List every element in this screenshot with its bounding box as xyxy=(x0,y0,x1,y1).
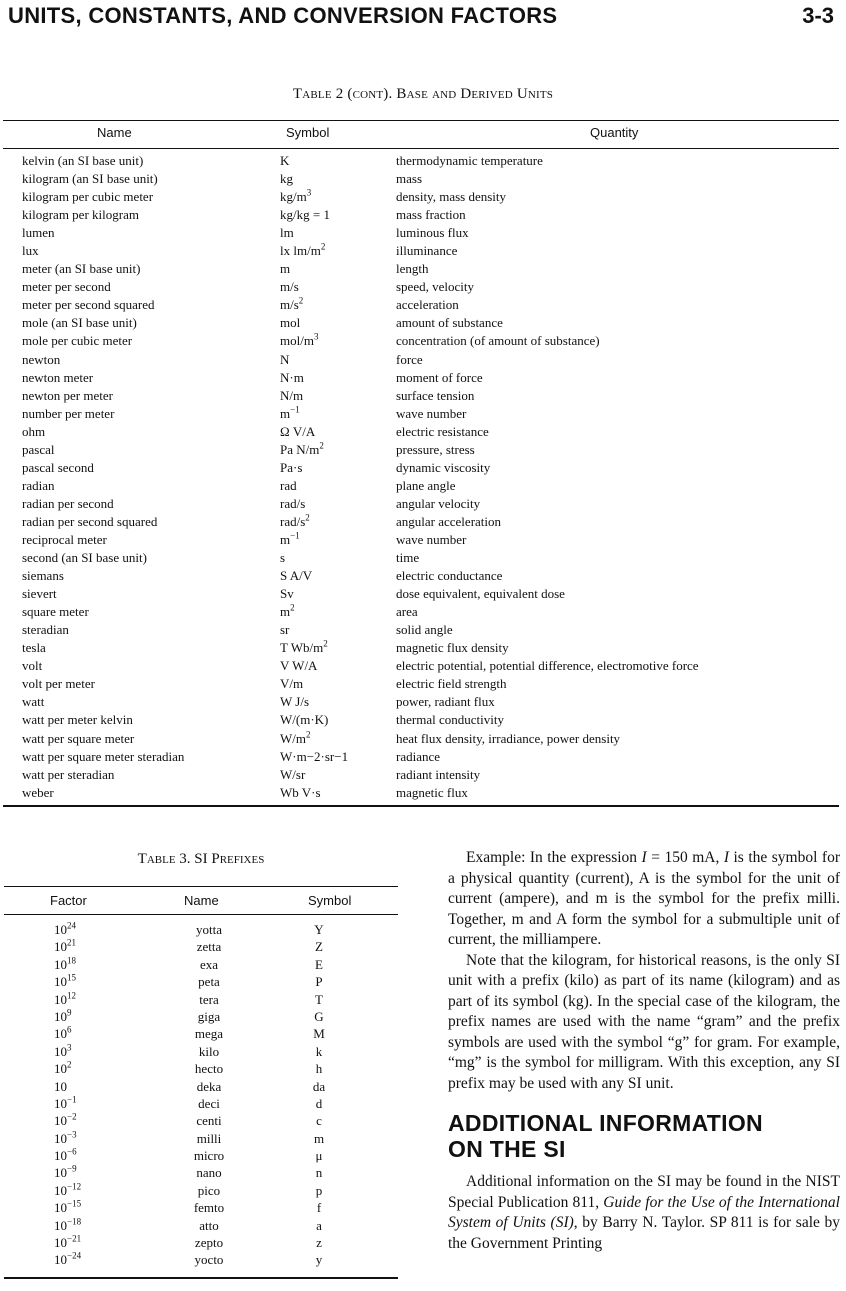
section-heading: ADDITIONAL INFORMATION ON THE SI xyxy=(448,1110,763,1162)
unit-quantity: mass fraction xyxy=(396,207,466,223)
unit-symbol: $kg/m^3$ xyxy=(280,187,312,205)
prefix-symbol: d xyxy=(315,1095,323,1111)
table-row xyxy=(22,639,822,657)
table-row xyxy=(22,675,822,693)
table3-title: Table 3. SI Prefixes xyxy=(137,851,265,867)
unit-symbol: W/sr xyxy=(280,766,306,782)
table-row xyxy=(4,1147,398,1164)
prefix-factor: $10^{12}$ xyxy=(54,990,76,1007)
unit-quantity: dose equivalent, equivalent dose xyxy=(396,586,565,602)
table2-body xyxy=(22,152,822,802)
table3-body xyxy=(4,921,398,1269)
unit-quantity: radiance xyxy=(396,748,441,764)
prefix-name: exa xyxy=(199,956,219,972)
table3-header-symbol: Symbol xyxy=(308,893,352,908)
unit-symbol: $m/s^2$ xyxy=(280,296,304,313)
unit-name: watt per meter kelvin xyxy=(22,712,133,728)
table-row xyxy=(22,603,822,621)
prefix-factor: $10^{-15}$ xyxy=(54,1198,82,1216)
table-row xyxy=(4,1251,398,1268)
table-row xyxy=(22,351,822,369)
table-row xyxy=(22,441,822,459)
prefix-name: hecto xyxy=(194,1061,224,1077)
table-row xyxy=(22,549,822,567)
unit-symbol: K xyxy=(280,153,290,168)
prefix-name: micro xyxy=(193,1148,225,1164)
table-row xyxy=(4,973,398,990)
table-row xyxy=(22,784,822,802)
body-text-column xyxy=(448,848,840,1254)
prefix-symbol: M xyxy=(313,1026,325,1042)
table-row xyxy=(22,387,822,405)
prefix-name: giga xyxy=(197,1008,221,1024)
table2-bottom-rule xyxy=(3,805,839,807)
prefix-factor: $10^6$ xyxy=(54,1025,72,1042)
unit-quantity: angular velocity xyxy=(396,495,481,511)
prefix-name: milli xyxy=(196,1130,222,1146)
unit-symbol: N/m xyxy=(280,387,304,403)
unit-name: newton per meter xyxy=(22,387,113,403)
unit-quantity: thermodynamic temperature xyxy=(396,153,543,168)
prefix-symbol: z xyxy=(316,1235,322,1251)
table-row xyxy=(22,206,822,224)
unit-symbol: mol xyxy=(280,315,301,331)
prefix-factor: $10^{-1}$ xyxy=(54,1094,77,1111)
unit-symbol: Ω V/A xyxy=(280,423,316,439)
prefix-name: deci xyxy=(198,1095,220,1111)
prefix-name: tera xyxy=(199,991,219,1007)
unit-symbol: W·m−2·sr−1 xyxy=(280,748,349,764)
prefix-name: zepto xyxy=(194,1235,224,1251)
unit-symbol: V/m xyxy=(280,676,304,692)
table-row xyxy=(4,1217,398,1234)
prefix-name: centi xyxy=(196,1113,222,1129)
unit-name: newton meter xyxy=(22,369,94,385)
prefix-name: pico xyxy=(197,1182,221,1198)
unit-symbol: mol/$m^3$ xyxy=(280,332,319,349)
prefix-name: yotta xyxy=(196,922,222,937)
unit-quantity: illuminance xyxy=(396,243,458,259)
unit-quantity: magnetic flux density xyxy=(396,640,509,656)
prefix-name: deka xyxy=(196,1078,222,1094)
prefix-factor: $10^{-21}$ xyxy=(54,1233,82,1251)
unit-quantity: length xyxy=(396,261,429,277)
unit-quantity: pressure, stress xyxy=(396,441,475,457)
prefix-factor: $10^{-2}$ xyxy=(54,1111,77,1129)
unit-symbol: Pa $N/m^2$ xyxy=(280,440,324,457)
prefix-symbol: a xyxy=(316,1217,322,1233)
unit-name: mole (an SI base unit) xyxy=(22,315,137,331)
kilogram-note-paragraph: Note that the kilogram, for historical reasons, is the only SI unit with a prefix (kilo) as part of its name (kilogram) and as part of its symbol (kg). In the special case of the kilogram, the prefix names are used with the name “gram” and the prefix symbols are used with the symbol “g” for gram. For example, “mg” is the symbol for milligram. With this exception, any SI prefix may be used with any SI unit. xyxy=(448,951,840,1092)
running-header-title: UNITS, CONSTANTS, AND CONVERSION FACTORS xyxy=(8,3,558,28)
prefix-factor: $10^2$ xyxy=(54,1059,72,1077)
table-row xyxy=(22,657,822,675)
table-row xyxy=(22,585,822,603)
unit-symbol: $m^{-1}$ xyxy=(280,404,300,421)
unit-name: steradian xyxy=(22,622,69,638)
table2-header-quantity: Quantity xyxy=(590,125,639,140)
prefix-symbol: h xyxy=(315,1061,323,1077)
unit-name: kilogram per kilogram xyxy=(22,207,139,223)
table-row xyxy=(4,1130,398,1147)
prefix-name: nano xyxy=(196,1165,222,1181)
unit-name: watt per square meter steradian xyxy=(22,748,185,764)
prefix-factor: $10^{24}$ xyxy=(54,920,76,937)
unit-quantity: plane angle xyxy=(396,477,456,493)
additional-info-paragraph: Additional information on the SI may be found in the NIST Special Publication 811, Guide for the Use of the International System of Units (SI), by Barry N. Taylor. SP 811 is for sale by the Government Printing xyxy=(448,1173,841,1252)
prefix-symbol: k xyxy=(315,1043,323,1059)
unit-name: kilogram per cubic meter xyxy=(22,189,154,205)
page-number: 3-3 xyxy=(802,3,834,28)
table-row xyxy=(22,711,822,729)
table3-top-rule xyxy=(4,886,398,887)
unit-quantity: time xyxy=(396,550,420,566)
unit-symbol: m/s xyxy=(280,279,299,295)
table-row xyxy=(22,513,822,531)
table-row xyxy=(22,224,822,242)
unit-quantity: area xyxy=(396,604,418,620)
unit-name: newton xyxy=(22,351,61,367)
unit-quantity: magnetic flux xyxy=(396,784,468,800)
unit-name: mole per cubic meter xyxy=(22,333,133,349)
prefix-symbol: P xyxy=(315,974,323,990)
unit-quantity: speed, velocity xyxy=(396,279,474,295)
prefix-name: kilo xyxy=(198,1043,220,1059)
prefix-factor: $10^{-9}$ xyxy=(54,1164,77,1181)
prefix-symbol: f xyxy=(316,1200,322,1216)
unit-quantity: electric conductance xyxy=(396,568,503,584)
prefix-symbol: E xyxy=(315,956,323,972)
table-row xyxy=(22,152,822,170)
table-row xyxy=(22,296,822,314)
unit-name: second (an SI base unit) xyxy=(22,550,147,566)
unit-quantity: electric resistance xyxy=(396,423,489,439)
table-row xyxy=(22,531,822,549)
table-row xyxy=(22,242,822,260)
prefix-symbol: p xyxy=(315,1182,323,1198)
unit-quantity: amount of substance xyxy=(396,315,503,331)
unit-quantity: acceleration xyxy=(396,297,459,313)
unit-symbol: rad xyxy=(280,477,297,493)
unit-name: sievert xyxy=(22,586,57,602)
prefix-name: yocto xyxy=(194,1252,224,1268)
unit-symbol: rad/s xyxy=(280,495,306,511)
unit-name: weber xyxy=(22,784,54,800)
table-row xyxy=(4,1182,398,1199)
unit-name: reciprocal meter xyxy=(22,531,107,547)
table2-title: Table 2 (cont). Base and Derived Units xyxy=(292,86,554,102)
unit-symbol: W/(m·K) xyxy=(280,712,329,728)
table-row xyxy=(4,938,398,955)
unit-name: square meter xyxy=(22,604,89,620)
unit-quantity: electric field strength xyxy=(396,676,507,692)
table-row xyxy=(22,495,822,513)
prefix-factor: $10^{-12}$ xyxy=(54,1181,82,1198)
unit-name: radian per second squared xyxy=(22,513,158,529)
table-row xyxy=(22,369,822,387)
prefix-factor: $10^{-18}$ xyxy=(54,1216,82,1233)
unit-name: number per meter xyxy=(22,405,115,421)
prefix-symbol: m xyxy=(313,1130,325,1146)
unit-quantity: surface tension xyxy=(396,387,475,403)
unit-quantity: solid angle xyxy=(396,622,453,638)
unit-symbol: lx $lm/m^2$ xyxy=(280,241,326,259)
prefix-symbol: n xyxy=(315,1165,323,1181)
unit-name: meter per second xyxy=(22,279,111,295)
table-row xyxy=(4,1234,398,1251)
unit-name: radian per second xyxy=(22,495,114,511)
table2-top-rule xyxy=(3,120,839,121)
table-row xyxy=(22,693,822,711)
unit-quantity: electric potential, potential difference, electromotive force xyxy=(396,658,699,674)
table-row xyxy=(22,170,822,188)
table-row xyxy=(22,567,822,585)
unit-name: kilogram (an SI base unit) xyxy=(22,171,158,187)
prefix-name: mega xyxy=(194,1026,224,1042)
table3-header-factor: Factor xyxy=(50,893,87,908)
prefix-factor: $10^{18}$ xyxy=(54,955,76,972)
prefix-name: atto xyxy=(199,1217,219,1233)
table-row xyxy=(4,1008,398,1025)
unit-quantity: force xyxy=(396,351,423,367)
unit-symbol: S A/V xyxy=(280,568,313,584)
unit-name: lux xyxy=(22,243,39,259)
table-row xyxy=(22,405,822,423)
unit-symbol: N·m xyxy=(280,369,304,385)
unit-symbol: W J/s xyxy=(280,694,310,710)
unit-symbol: $W/m^2$ xyxy=(280,729,311,746)
table-row xyxy=(22,748,822,766)
unit-quantity: concentration (of amount of substance) xyxy=(396,333,600,349)
prefix-factor: $10^{21}$ xyxy=(54,938,76,955)
unit-symbol: rad/$s^2$ xyxy=(280,512,310,529)
unit-name: meter per second squared xyxy=(22,297,155,313)
prefix-symbol: da xyxy=(312,1078,326,1094)
unit-symbol: m xyxy=(280,261,291,277)
table-row xyxy=(4,1060,398,1077)
unit-name: watt per steradian xyxy=(22,766,115,782)
unit-name: watt per square meter xyxy=(22,730,135,746)
unit-quantity: radiant intensity xyxy=(396,766,481,782)
prefix-symbol: c xyxy=(316,1113,322,1129)
table2-header-symbol: Symbol xyxy=(286,125,330,140)
unit-quantity: power, radiant flux xyxy=(396,694,495,710)
unit-symbol: Sv xyxy=(280,586,294,602)
table-row xyxy=(22,621,822,639)
prefix-symbol: μ xyxy=(315,1148,323,1164)
table-row xyxy=(4,1043,398,1060)
table2-header-name: Name xyxy=(97,125,132,140)
unit-quantity: dynamic viscosity xyxy=(396,459,491,475)
unit-name: volt per meter xyxy=(22,676,95,692)
prefix-factor: $10^{-24}$ xyxy=(54,1251,82,1268)
table-row xyxy=(22,188,822,206)
unit-quantity: density, mass density xyxy=(396,189,507,205)
unit-quantity: heat flux density, irradiance, power density xyxy=(396,730,621,746)
unit-name: lumen xyxy=(22,225,55,241)
unit-quantity: wave number xyxy=(396,531,467,547)
unit-quantity: luminous flux xyxy=(396,225,469,241)
unit-quantity: wave number xyxy=(396,405,467,421)
table-row xyxy=(4,1078,398,1095)
table2-header-rule xyxy=(3,148,839,149)
unit-name: pascal second xyxy=(22,459,94,475)
unit-name: ohm xyxy=(22,423,46,439)
prefix-name: peta xyxy=(198,974,220,990)
unit-symbol: s xyxy=(280,550,286,566)
prefix-name: zetta xyxy=(196,939,222,955)
unit-quantity: mass xyxy=(396,171,422,187)
unit-name: tesla xyxy=(22,640,46,656)
table3-header-name: Name xyxy=(184,893,219,908)
table-row xyxy=(22,459,822,477)
table3-header-rule xyxy=(4,914,398,915)
table-row xyxy=(4,1199,398,1216)
unit-symbol: Pa·s xyxy=(280,459,303,475)
prefix-symbol: T xyxy=(315,991,323,1007)
prefix-factor: 10 xyxy=(54,1078,67,1094)
prefix-factor: $10^9$ xyxy=(54,1007,72,1024)
table-row xyxy=(22,766,822,784)
table-row xyxy=(4,1095,398,1112)
prefix-factor: $10^{-6}$ xyxy=(54,1146,77,1164)
table-row xyxy=(4,921,398,938)
unit-name: watt xyxy=(22,694,45,710)
unit-quantity: angular acceleration xyxy=(396,513,502,529)
unit-quantity: thermal conductivity xyxy=(396,712,504,728)
table-row xyxy=(4,1112,398,1129)
prefix-symbol: Z xyxy=(315,939,323,955)
example-paragraph: Example: In the expression I = 150 mA, I is the symbol for a physical quantity (current), A is the symbol for the unit of current (ampere), and m is the symbol for the prefix milli. Together, m and A form the symbol for a submultiple unit of current, the milliampere. xyxy=(448,849,840,948)
prefix-symbol: y xyxy=(315,1252,323,1268)
unit-symbol: $m^{-1}$ xyxy=(280,530,300,547)
unit-symbol: kg/kg = 1 xyxy=(280,207,330,223)
table-row xyxy=(4,1025,398,1042)
table-row xyxy=(22,260,822,278)
prefix-factor: $10^{-3}$ xyxy=(54,1129,77,1146)
unit-quantity: moment of force xyxy=(396,369,483,385)
unit-name: volt xyxy=(22,658,43,674)
table-row xyxy=(22,730,822,748)
table-row xyxy=(22,477,822,495)
table-row xyxy=(22,278,822,296)
prefix-symbol: G xyxy=(314,1008,324,1024)
table-row xyxy=(22,332,822,350)
unit-name: siemans xyxy=(22,568,64,584)
unit-symbol: T $Wb/m^2$ xyxy=(280,638,328,656)
prefix-name: femto xyxy=(193,1200,225,1216)
unit-symbol: Wb V·s xyxy=(280,784,321,800)
unit-name: kelvin (an SI base unit) xyxy=(22,153,144,168)
table-row xyxy=(4,1164,398,1181)
table-row xyxy=(22,314,822,332)
unit-symbol: lm xyxy=(280,225,294,241)
unit-name: radian xyxy=(22,477,55,493)
unit-name: meter (an SI base unit) xyxy=(22,261,141,277)
unit-symbol: V W/A xyxy=(280,658,318,674)
unit-symbol: N xyxy=(280,351,290,367)
table-row xyxy=(22,423,822,441)
prefix-factor: $10^3$ xyxy=(54,1042,72,1059)
table3-bottom-rule xyxy=(4,1277,398,1279)
prefix-symbol: Y xyxy=(314,922,324,937)
unit-symbol: $m^2$ xyxy=(280,602,295,620)
unit-name: pascal xyxy=(22,441,55,457)
table-row xyxy=(4,956,398,973)
unit-symbol: kg xyxy=(280,171,293,187)
prefix-factor: $10^{15}$ xyxy=(54,972,76,990)
unit-symbol: sr xyxy=(280,622,290,638)
table-row xyxy=(4,991,398,1008)
